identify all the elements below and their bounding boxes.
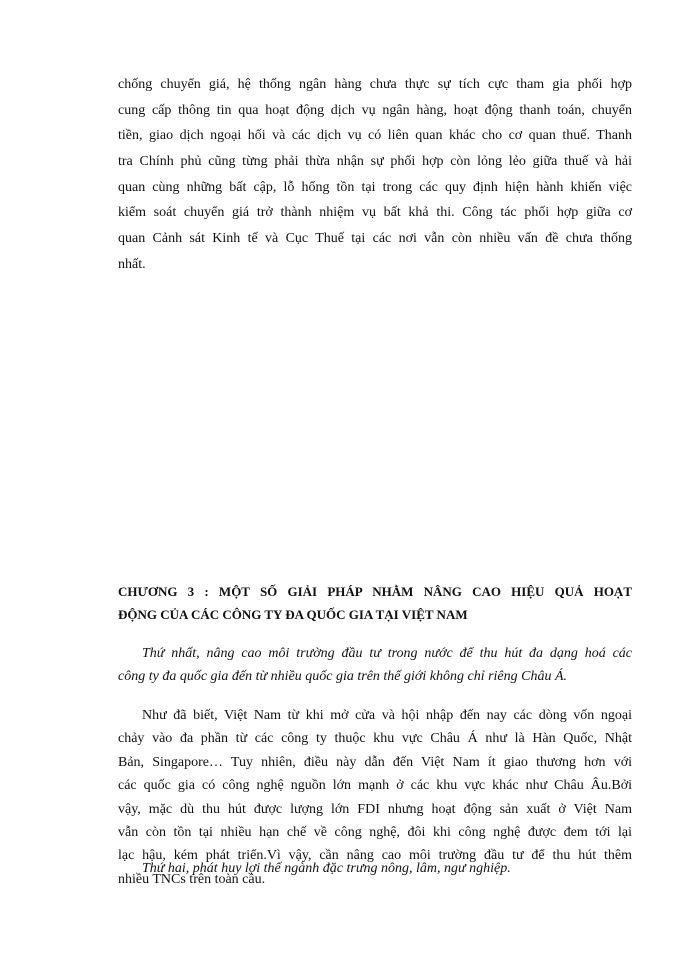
heading-line: CHƯƠNG 3 : MỘT SỐ GIẢI PHÁP NHẰM NÂNG CAO HIỆU QUẢ HOẠT (118, 584, 632, 599)
text-line: Như đã biết, Việt Nam từ khi mở cửa và hội nhập đến nay các dòng vốn ngoại (142, 708, 632, 723)
text-line: Thứ hai, phát huy lợi thế ngành đặc trưng nông, lâm, ngư nghiệp. (142, 861, 511, 876)
paragraph-transfer-pricing (118, 72, 632, 278)
heading-line: ĐỘNG CỦA CÁC CÔNG TY ĐA QUỐC GIA TẠI VIỆT NAM (118, 607, 468, 622)
text-line: quan cùng những bất cập, lỗ hổng tồn tại trong các quy định hiện hành khiến việc (118, 179, 632, 195)
text-line: Thứ nhất, nâng cao môi trường đầu tư trong nước để thu hút đa dạng hoá các (142, 646, 632, 661)
text-line: vẫn còn tồn tại nhiều hạn chế về công nghệ, đôi khi công nghệ được đem tới lại (118, 824, 632, 840)
text-line: cung cấp thông tin qua hoạt động dịch vụ ngân hàng, hoạt động thanh toán, chuyển (118, 102, 632, 118)
text-line: vậy, mặc dù thu hút được lượng lớn FDI nhưng hoạt động sản xuất ở Việt Nam (118, 801, 632, 817)
solution-2-title (118, 857, 632, 880)
text-line: tra Chính phủ cũng từng phải thừa nhận sự phối hợp còn lỏng lẻo giữa thuế và hải (118, 154, 632, 170)
text-line: lạc hậu, kém phát triển.Vì vậy, cần nâng cao môi trường đầu tư để thu hút thêm (118, 848, 632, 864)
text-line: chống chuyển giá, hệ thống ngân hàng chưa thực sự tích cực tham gia phối hợp (118, 77, 632, 92)
chapter-heading (118, 580, 632, 626)
text-line: kiểm soát chuyển giá trở thành nhiệm vụ bất khả thi. Công tác phối hợp giữa cơ (118, 205, 632, 221)
text-line: các quốc gia có công nghệ nguồn lớn mạnh ở các khu vực khác như Châu Âu.Bởi (118, 778, 632, 794)
text-line: nhất. (118, 256, 146, 272)
text-line: công ty đa quốc gia đến từ nhiều quốc gia trên thế giới không chỉ riêng Châu Á. (118, 669, 568, 684)
text-line: quan Cảnh sát Kinh tế và Cục Thuế tại các nơi vẫn còn nhiều vấn đề chưa thống (118, 231, 632, 247)
solution-1-title (118, 642, 632, 688)
text-line: tiền, giao dịch ngoại hối và các dịch vụ có liên quan khác cho cơ quan thuế. Thanh (118, 128, 632, 144)
text-line: Bản, Singapore… Tuy nhiên, điều này dẫn đến Việt Nam ít giao thương hơn với (118, 754, 632, 770)
text-line: nhiều TNCs trên toàn cầu. (118, 871, 266, 887)
text-line: chảy vào đa phần từ các công ty thuộc khu vực Châu Á như là Hàn Quốc, Nhật (118, 731, 632, 747)
